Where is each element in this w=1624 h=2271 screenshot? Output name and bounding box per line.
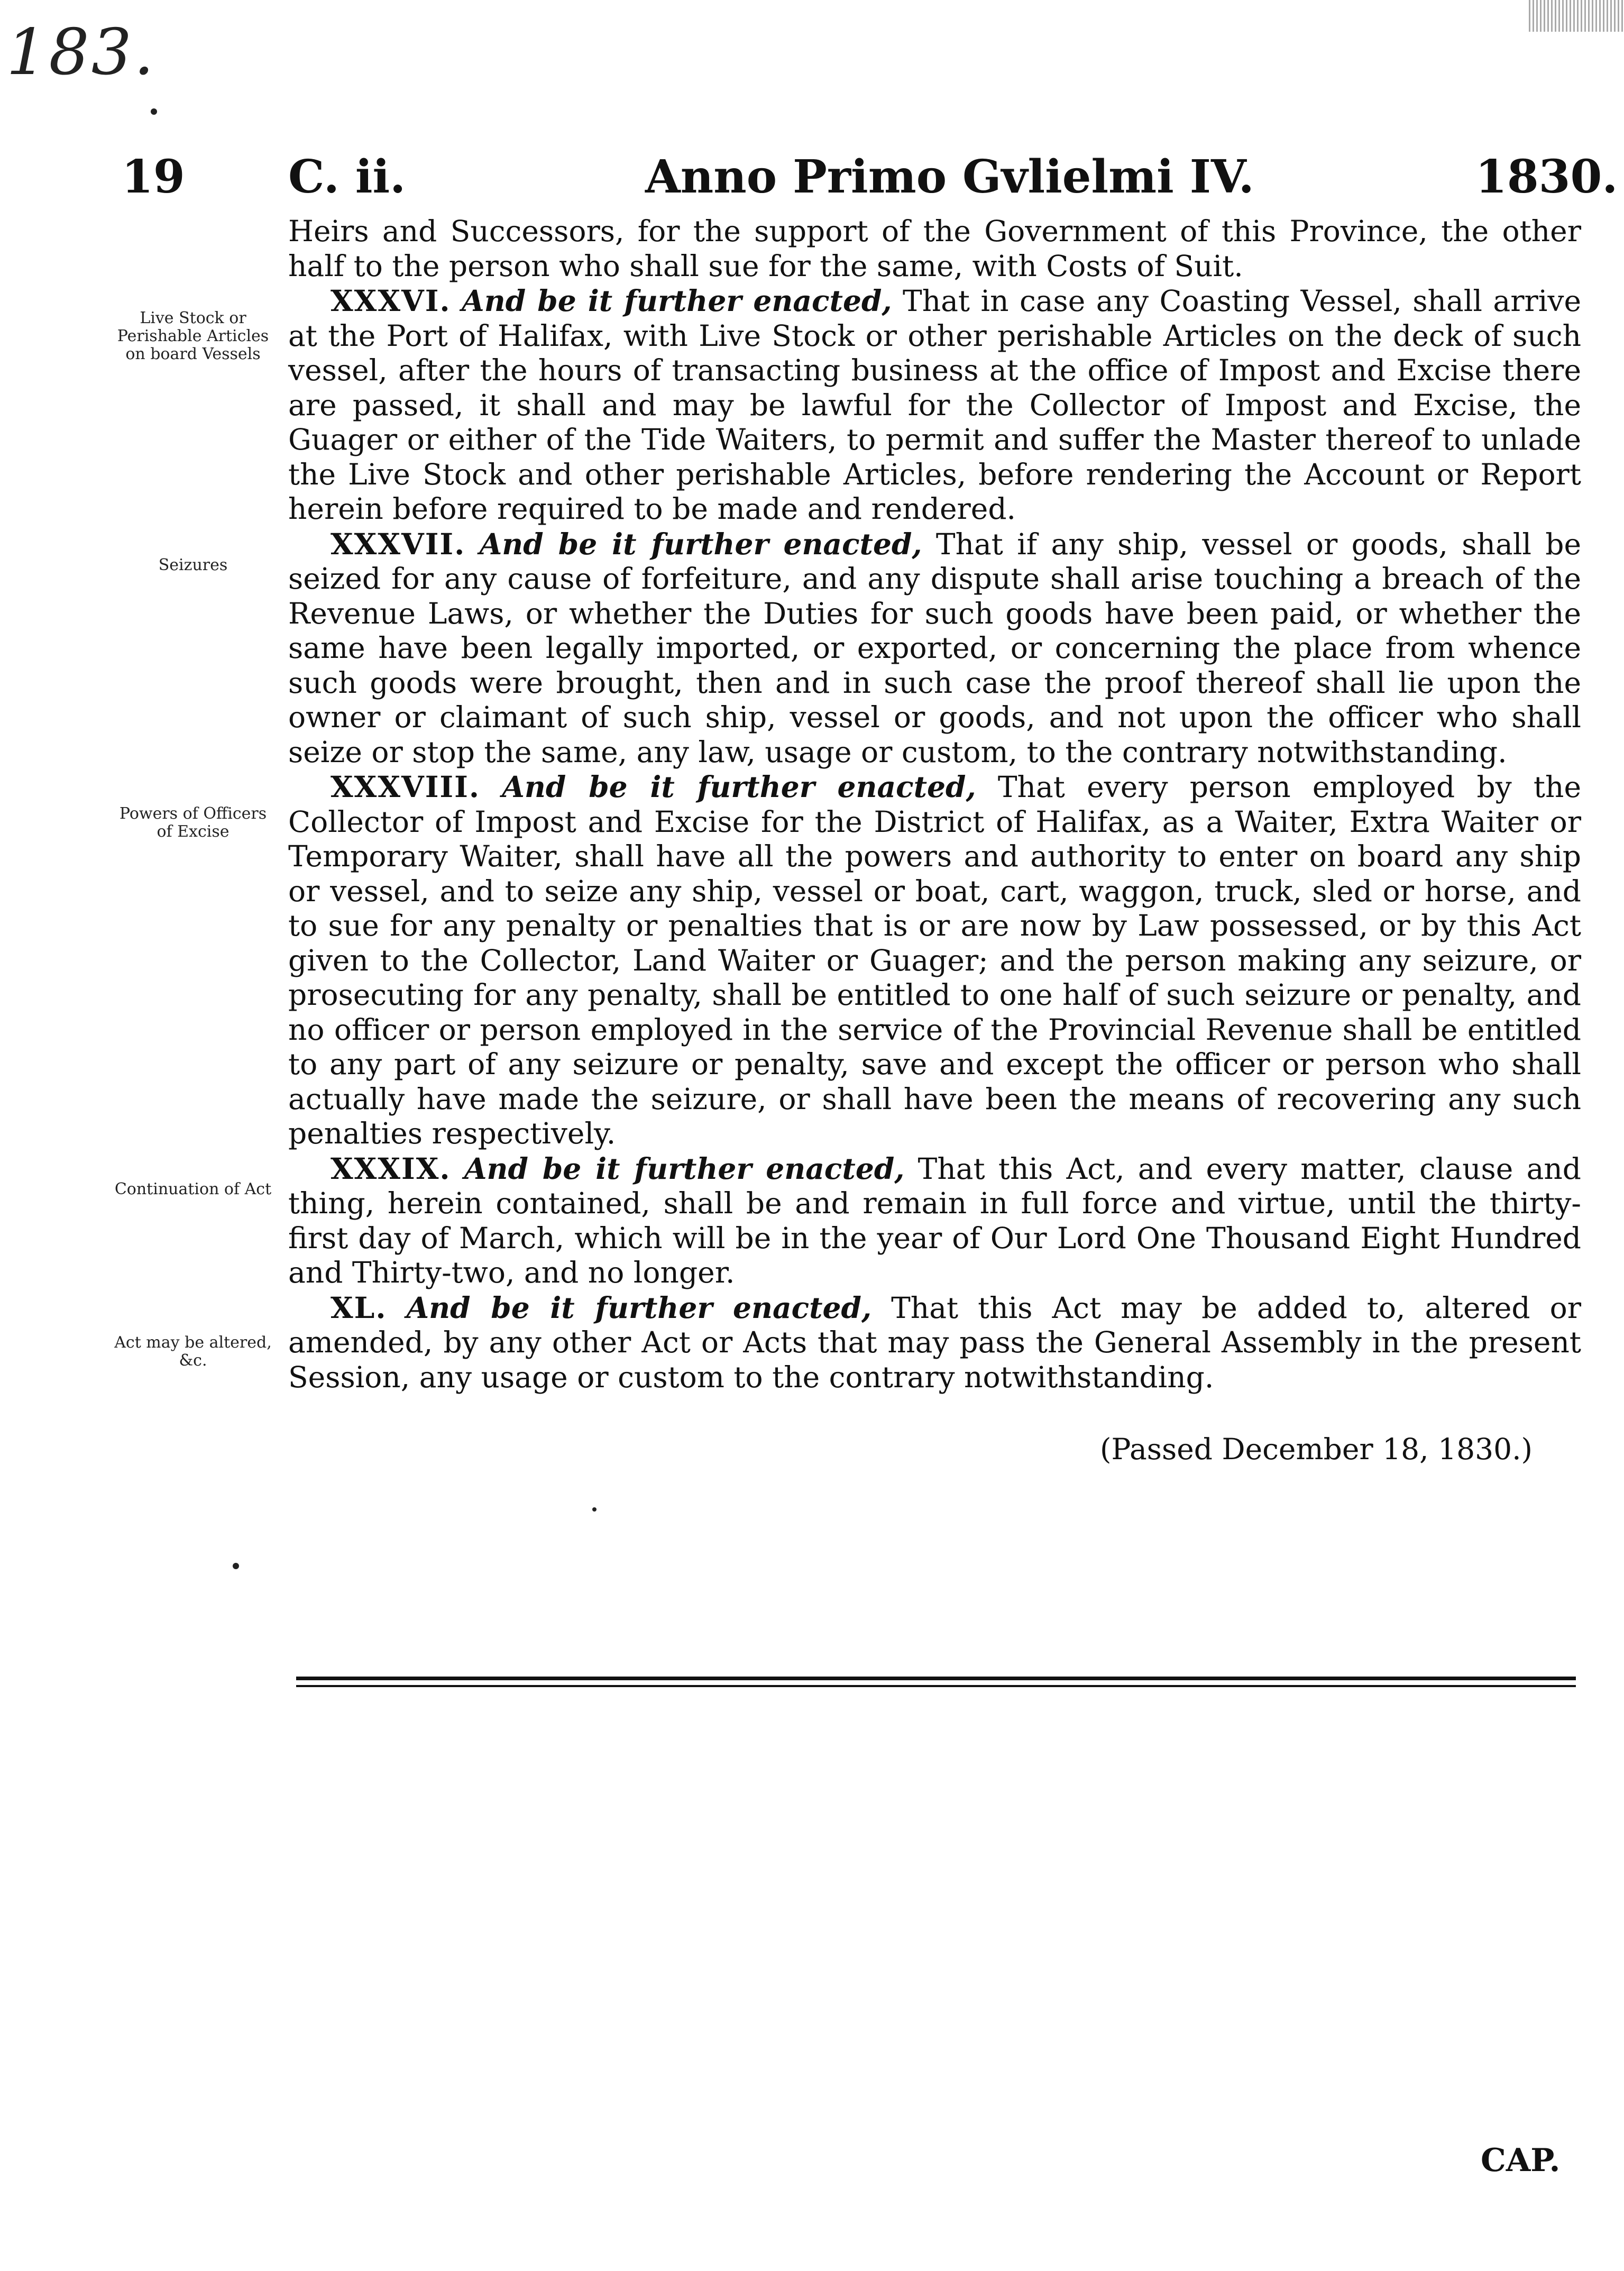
section-text: That in case any Coasting Vessel, shall arrive at the Port of Halifax, with Live Stock or other perishable Articles on the deck of such vessel, after the hours of transacting business at the office of Impost and Excise there are passed, it shall and may be lawful for the Collector of Impost and Excise, the Guager or either of the Tide Waiters, to permit and suffer the Master thereof to unlade the Live Stock and other perishable Articles, before rendering the Account or Report herein before required to be made and rendered. xyxy=(288,284,1581,526)
closing-rule-thin xyxy=(296,1685,1576,1687)
enacting-clause: And be it further enacted, xyxy=(502,770,976,804)
paragraph-text: Heirs and Successors, for the support of the Government of this Province, the other half to the person who shall sue for the same, with Costs of Suit. xyxy=(288,214,1581,283)
act-body xyxy=(288,214,1581,1395)
chapter-number: C. ii. xyxy=(288,150,406,204)
section-text: That every person employed by the Collector of Impost and Excise for the District of Halifax, as a Waiter, Extra Waiter or Temporary Waiter, shall have all the powers and authority to enter on board any ship or vessel, and to seize any ship, vessel or boat, cart, waggon, truck, sled or horse, and to sue for any penalty or penalties that is or are now by Law possessed, or by this Act given to the Collector, Land Waiter or Guager; and the person making any seizure, or prosecuting for any penalty, shall be entitled to one half of such seizure or penalty, and no officer or person employed in the service of the Provincial Revenue shall be entitled to any part of any seizure or penalty, save and except the officer or person who shall actually have made the seizure, or shall have been the means of recovering any such penalties respectively. xyxy=(288,770,1582,1150)
margin-note-continuation: Continuation of Act xyxy=(114,1180,272,1198)
section-number: XXXVI. xyxy=(331,283,451,318)
section-xxxix xyxy=(288,1151,1581,1290)
enacting-clause: And be it further enacted, xyxy=(479,526,922,561)
section-xxxvii xyxy=(288,527,1581,770)
enacting-clause: And be it further enacted, xyxy=(464,1151,905,1186)
margin-note-act-altered: Act may be altered, &c. xyxy=(114,1333,272,1370)
handwritten-folio-number: 183. xyxy=(6,16,157,89)
section-xxxviii xyxy=(288,770,1581,1151)
margin-note-seizures: Seizures xyxy=(158,556,228,574)
section-text: That this Act, and every matter, clause and thing, herein contained, shall be and remain in full force and virtue, until the thirty-first day of March, which will be in the year of Our Lord One Thousand Eight Hundred and Thirty-two, and no longer. xyxy=(288,1151,1581,1289)
section-number: XL. xyxy=(331,1290,387,1325)
section-number: XXXVII. xyxy=(331,526,466,561)
enacting-clause: And be it further enacted, xyxy=(406,1290,872,1325)
catchword: CAP. xyxy=(1481,2142,1561,2179)
margin-note-powers-of-officers: Powers of Officers of Excise xyxy=(119,804,267,841)
passed-date: (Passed December 18, 1830.) xyxy=(1100,1432,1533,1466)
running-title: Anno Primo Gvlielmi IV. xyxy=(645,150,1254,204)
section-xxxvi xyxy=(288,283,1581,527)
section-number: XXXVIII. xyxy=(331,770,481,804)
section-text: That this Act may be added to, altered or amended, by any other Act or Acts that may pass the General Assembly in the present Session, any usage or custom to the contrary notwithstanding. xyxy=(288,1290,1581,1394)
scan-edge-artifact xyxy=(1529,0,1624,32)
enacting-clause: And be it further enacted, xyxy=(462,283,892,318)
closing-rule-thick xyxy=(296,1677,1576,1680)
page-number: 19 xyxy=(122,150,185,204)
section-number: XXXIX. xyxy=(331,1151,451,1186)
running-header xyxy=(0,148,1624,217)
ink-speck xyxy=(592,1507,597,1512)
section-text: That if any ship, vessel or goods, shall be seized for any cause of forfeiture, and any dispute shall arise touching a breach of the Revenue Laws, or whether the Duties for such goods have been paid, or whether the same have been legally imported, or exported, or concerning the place from whence such goods were brought, then and in such case the proof thereof shall lie upon the owner or claimant of such ship, vessel or goods, and not upon the officer who shall seize or stop the same, any law, usage or custom, to the contrary notwithstanding. xyxy=(288,527,1581,769)
header-year: 1830. xyxy=(1475,150,1618,204)
ink-speck xyxy=(151,108,157,115)
ink-speck xyxy=(233,1563,239,1569)
paragraph-continuation xyxy=(288,214,1581,283)
section-xl xyxy=(288,1290,1581,1395)
margin-note-live-stock: Live Stock or Perishable Articles on board Vessels xyxy=(117,309,269,363)
